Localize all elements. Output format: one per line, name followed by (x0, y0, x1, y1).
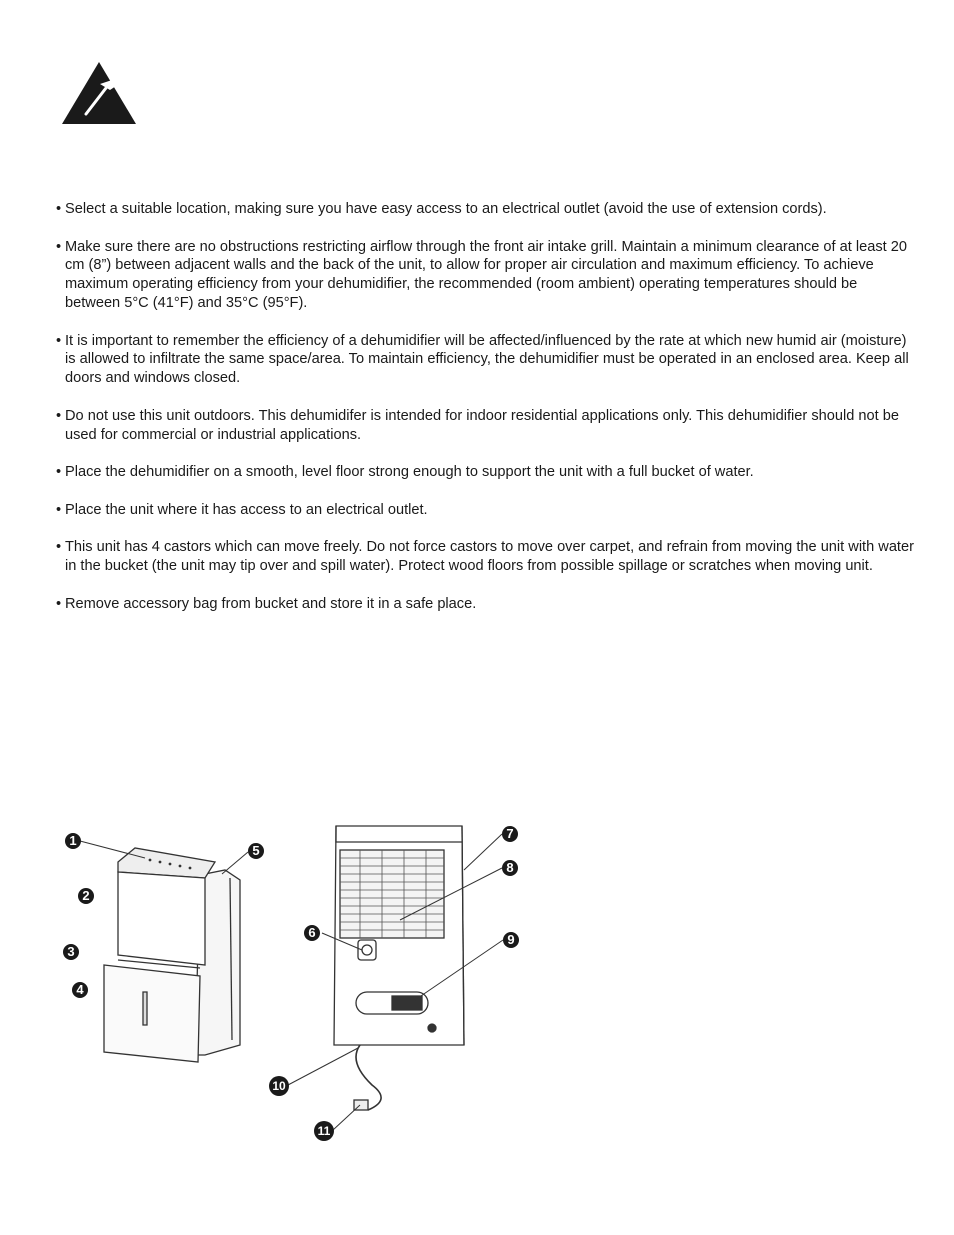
svg-text:10: 10 (272, 1079, 286, 1093)
guideline-outlet: • Place the unit where it has access to an electrical outlet. (56, 501, 916, 520)
callout-8 (502, 860, 518, 876)
callout-5 (248, 843, 264, 859)
svg-text:2: 2 (82, 888, 90, 903)
svg-text:3: 3 (67, 944, 75, 959)
guideline-level-floor: • Place the dehumidifier on a smooth, level floor strong enough to support the unit with a full bucket of water. (56, 463, 916, 482)
hammer-warning-icon (62, 62, 136, 124)
guideline-indoor-use: • Do not use this unit outdoors. This dehumidifer is intended for indoor residential applications only. This dehumidifier should not be used for commercial or industrial applications. (56, 407, 916, 445)
callout-10 (269, 1076, 289, 1096)
svg-text:6: 6 (308, 925, 316, 940)
svg-text:9: 9 (507, 932, 515, 947)
svg-text:5: 5 (252, 843, 260, 858)
back-view (334, 826, 464, 1110)
callout-7 (502, 826, 518, 842)
svg-text:4: 4 (76, 982, 84, 997)
guideline-enclosed-area: • It is important to remember the efficiency of a dehumidifier will be affected/influenced by the rate at which new humid air (moisture) is allowed to infiltrate the same space/area. To maintain efficiency, the dehumidifier must be operated in an enclosed area. Keep all doors and windows closed. (56, 332, 916, 388)
callout-3 (63, 944, 79, 960)
callout-2 (78, 888, 94, 904)
svg-text:8: 8 (506, 860, 514, 875)
svg-text:11: 11 (317, 1124, 331, 1138)
svg-text:1: 1 (69, 833, 77, 848)
front-view (104, 848, 240, 1062)
callout-11 (314, 1121, 334, 1141)
guideline-clearance: • Make sure there are no obstructions restricting airflow through the front air intake grill. Maintain a minimum clearance of at least 20 cm (8”) between adjacent walls and the back of the unit, to allow for proper air circulation and maximum efficiency. To achieve maximum operating efficiency from your dehumidifier, the recommended (room ambient) operating temperatures should be between 5°C (41°F) and 35°C (95°F). (56, 238, 916, 313)
callout-9 (503, 932, 519, 948)
guideline-castors: • This unit has 4 castors which can move freely. Do not force castors to move over carpet, and refrain from moving the unit with water in the bucket (the unit may tip over and spill water). Protect wood floors from possible spillage or scratches when moving unit. (56, 538, 916, 576)
callout-6 (304, 925, 320, 941)
callout-4 (72, 982, 88, 998)
callout-1 (65, 833, 81, 849)
svg-text:7: 7 (506, 826, 514, 841)
guideline-location: • Select a suitable location, making sure you have easy access to an electrical outlet (avoid the use of extension cords). (56, 200, 916, 219)
installation-guidelines (56, 200, 916, 632)
guideline-accessory-bag: • Remove accessory bag from bucket and store it in a safe place. (56, 595, 916, 614)
dehumidifier-parts-diagram (0, 800, 560, 1160)
